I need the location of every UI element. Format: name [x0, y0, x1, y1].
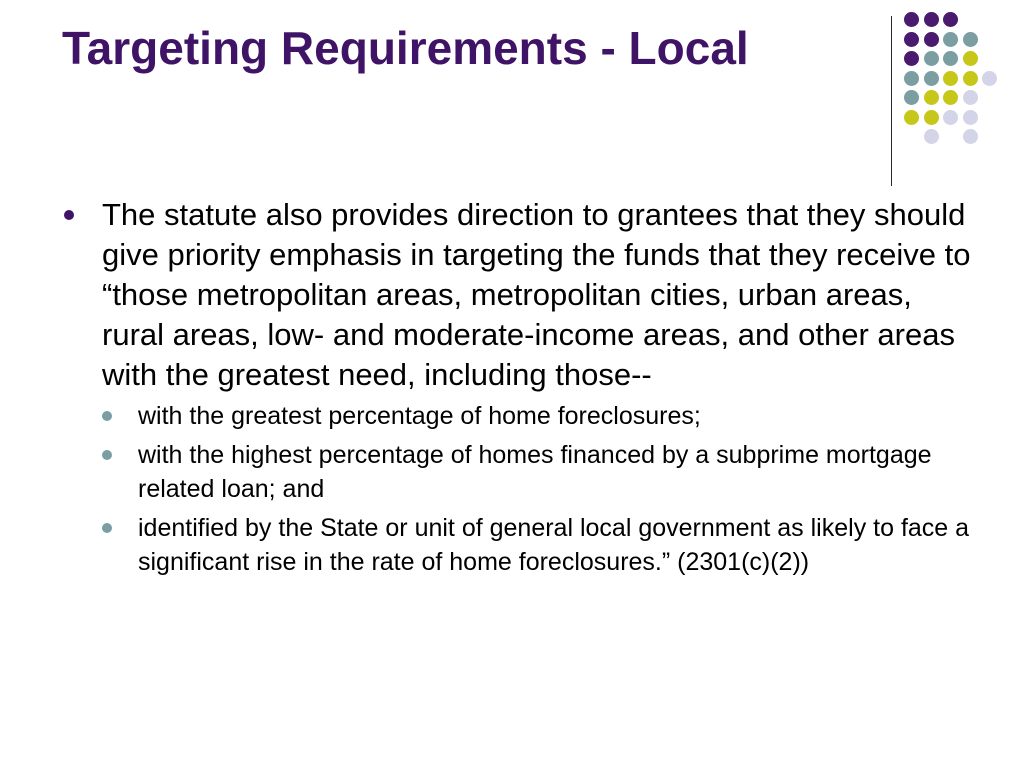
decorative-dot — [904, 32, 919, 47]
decorative-dot — [924, 129, 939, 144]
decorative-dot-grid — [904, 12, 1014, 172]
decorative-dot — [924, 12, 939, 27]
decorative-dot — [943, 51, 958, 66]
decorative-dot — [924, 71, 939, 86]
decorative-dot — [963, 110, 978, 125]
decorative-dot — [963, 32, 978, 47]
decorative-dot — [963, 71, 978, 86]
decorative-dot — [924, 110, 939, 125]
decorative-dot — [943, 12, 958, 27]
sub-bullet-text: with the highest percentage of homes financed by a subprime mortgage related loan; and — [138, 441, 932, 503]
main-bullet-item — [62, 195, 982, 395]
vertical-divider — [891, 16, 892, 186]
sub-bullet-item — [62, 438, 982, 506]
decorative-dot — [924, 32, 939, 47]
slide-body — [62, 195, 982, 584]
decorative-dot — [904, 90, 919, 105]
sub-bullet-dot-icon — [102, 450, 112, 460]
sub-bullet-item — [62, 399, 982, 433]
main-bullet-text: The statute also provides direction to grantees that they should give priority emphasis in targeting the funds that they receive to “those metropolitan areas, metropolitan cities, urban areas, rural areas, low- and moderate-income areas, and other areas with the greatest need, including those-- — [102, 197, 971, 392]
sub-bullet-dot-icon — [102, 411, 112, 421]
decorative-dot — [963, 51, 978, 66]
decorative-dot — [904, 110, 919, 125]
sub-bullet-text: with the greatest percentage of home foreclosures; — [138, 402, 701, 430]
decorative-dot — [904, 71, 919, 86]
decorative-dot — [924, 51, 939, 66]
decorative-dot — [963, 129, 978, 144]
decorative-dot — [943, 90, 958, 105]
decorative-dot — [904, 51, 919, 66]
sub-bullet-text: identified by the State or unit of general local government as likely to face a significant rise in the rate of home foreclosures.” (2301(c)(2)) — [138, 514, 970, 576]
decorative-dot — [963, 90, 978, 105]
decorative-dot — [982, 71, 997, 86]
decorative-dot — [904, 12, 919, 27]
slide-title: Targeting Requirements - Local — [62, 22, 749, 74]
decorative-dot — [943, 110, 958, 125]
sub-bullet-list — [62, 399, 982, 579]
sub-bullet-item — [62, 511, 982, 579]
bullet-dot-icon — [64, 210, 74, 220]
sub-bullet-dot-icon — [102, 523, 112, 533]
decorative-dot — [924, 90, 939, 105]
decorative-dot — [943, 32, 958, 47]
decorative-dot — [943, 71, 958, 86]
